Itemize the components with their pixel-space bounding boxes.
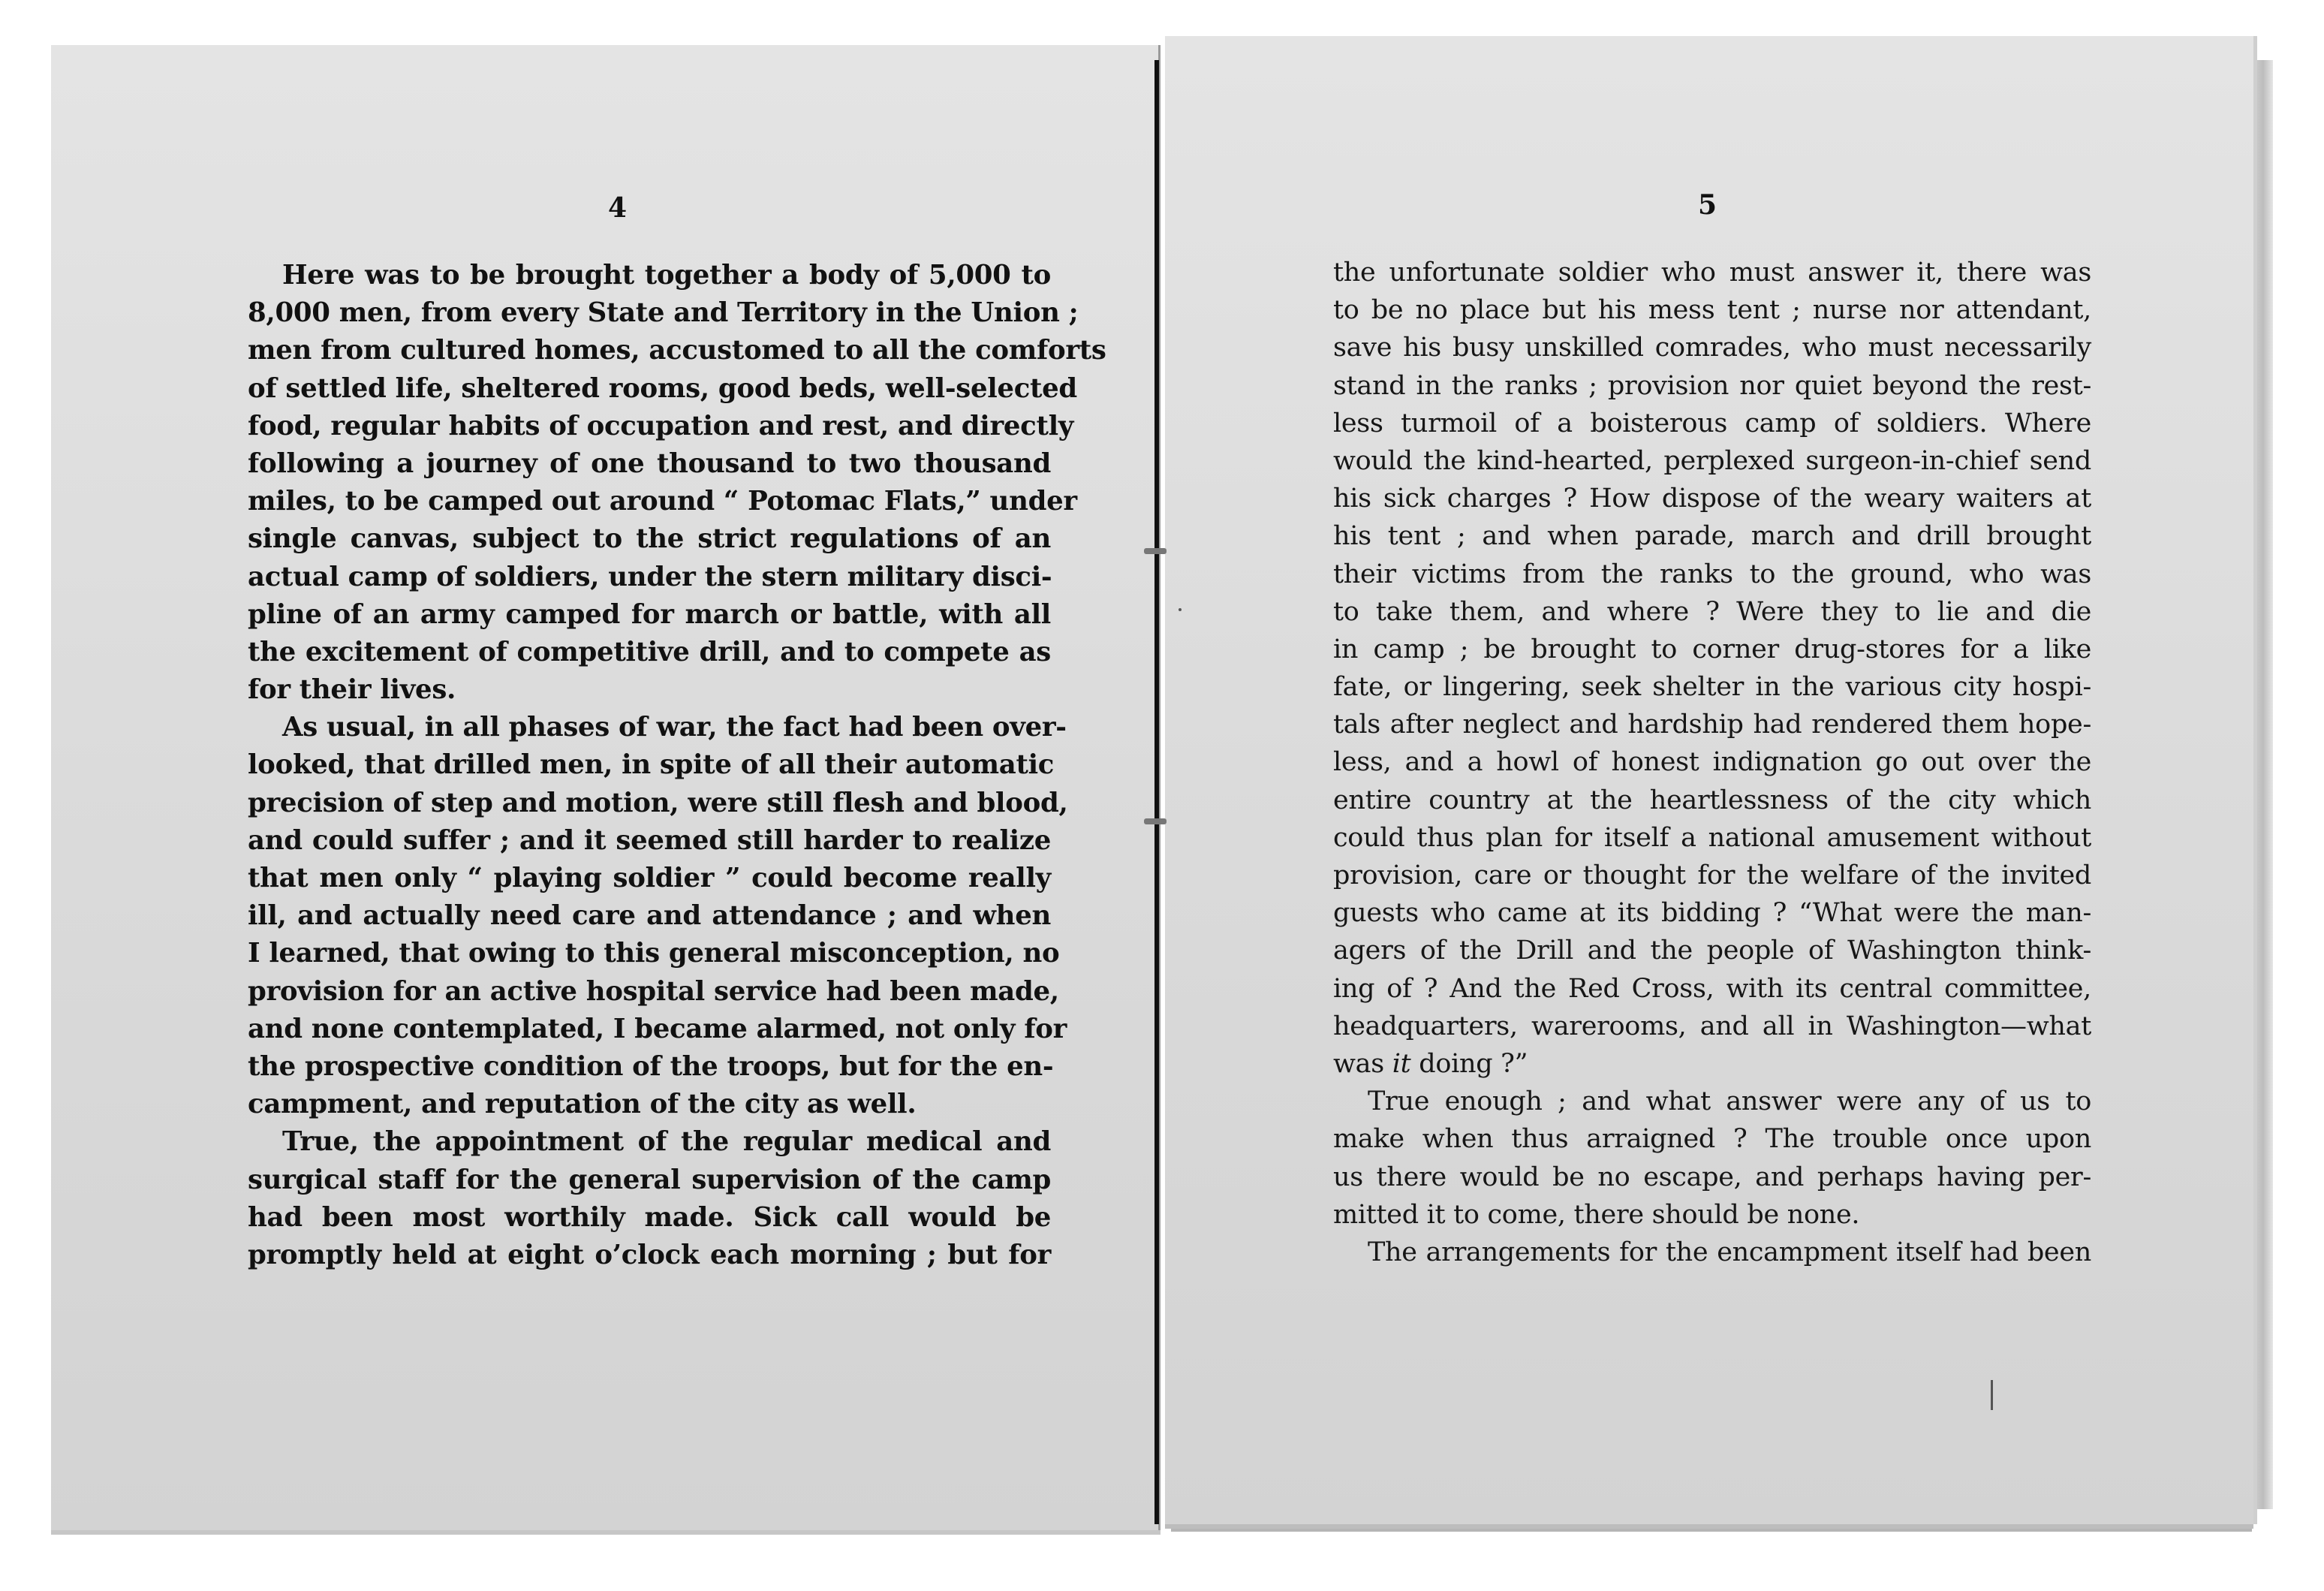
text-line: As usual, in all phases of war, the fact had been over-	[282, 712, 1067, 743]
text-line: had been most worthily made. Sick call would be	[248, 1201, 1051, 1233]
text-line: and could suffer ; and it seemed still harder to realize	[248, 824, 1051, 856]
text-line: stand in the ranks ; provision nor quiet beyond the rest-	[1333, 370, 2091, 401]
text-line: men from cultured homes, accustomed to all the comforts	[248, 335, 1106, 366]
text-line: promptly held at eight o’clock each morning ; but for	[248, 1239, 1051, 1270]
page-stack-bottom	[1171, 1524, 2252, 1532]
text-line: would the kind-hearted, perplexed surgeon-in-chief send	[1333, 445, 2091, 476]
text-line: looked, that drilled men, in spite of all their automatic	[248, 749, 1055, 781]
text-line: less turmoil of a boisterous camp of soldiers. Where	[1333, 408, 2091, 438]
text-line	[1333, 1045, 2091, 1083]
page-stack-edge	[2253, 60, 2273, 1509]
text-line: 8,000 men, from every State and Territory in the Union ;	[248, 297, 1079, 329]
text-line: headquarters, warerooms, and all in Washington—what	[1333, 1011, 2091, 1041]
text-line: for their lives.	[248, 674, 456, 706]
right-page-text	[1333, 254, 2091, 1271]
page-number-right: 5	[1698, 189, 1717, 221]
text-line: surgical staff for the general supervision of the camp	[248, 1164, 1051, 1195]
paper-speck	[1179, 608, 1182, 611]
text-line: single canvas, subject to the strict regulations of an	[248, 523, 1051, 555]
paper-speck	[1991, 1380, 1993, 1410]
page-number-left: 4	[608, 192, 628, 224]
text-line: Here was to be brought together a body of 5,000 to	[282, 260, 1051, 291]
text-line: to be no place but his mess tent ; nurse nor attendant,	[1333, 295, 2091, 326]
text-line: True enough ; and what answer were any of us to	[1368, 1086, 2091, 1117]
text-line: make when thus arraigned ? The trouble once upon	[1333, 1124, 2091, 1155]
text-line: ing of ? And the Red Cross, with its central committee,	[1333, 973, 2091, 1004]
text-line: the prospective condition of the troops, but for the en-	[248, 1050, 1054, 1082]
text-fragment: doing ?”	[1410, 1048, 1528, 1079]
text-line: tals after neglect and hardship had rendered them hope-	[1333, 710, 2091, 740]
text-line: actual camp of soldiers, under the stern military disci-	[248, 561, 1052, 592]
staple	[1144, 548, 1167, 554]
text-line: mitted it to come, there should be none.	[1333, 1199, 1860, 1230]
text-line: agers of the Drill and the people of Washington think-	[1333, 936, 2091, 966]
text-line: precision of step and motion, were still flesh and blood,	[248, 787, 1068, 818]
text-line: True, the appointment of the regular medical and	[282, 1126, 1051, 1158]
text-line: entire country at the heartlessness of the city which	[1333, 785, 2091, 815]
text-line: ill, and actually need care and attendance ; and when	[248, 900, 1051, 932]
text-line: miles, to be camped out around “ Potomac Flats,” under	[248, 486, 1077, 517]
text-line: guests who came at its bidding ? “What were the man-	[1333, 898, 2091, 929]
book-spine	[1154, 60, 1159, 1524]
text-line: campment, and reputation of the city as well.	[248, 1089, 917, 1120]
text-line: provision, care or thought for the welfare of the invited	[1333, 860, 2091, 890]
left-page-text	[248, 257, 1106, 1274]
text-line: save his busy unskilled comrades, who must necessarily	[1333, 333, 2091, 363]
text-line: in camp ; be brought to corner drug-stores for a like	[1333, 634, 2091, 664]
text-line: that men only “ playing soldier ” could become really	[248, 863, 1051, 893]
text-line: I learned, that owing to this general misconception, no	[248, 938, 1060, 969]
staple	[1144, 818, 1167, 824]
text-line: the unfortunate soldier who must answer it, there was	[1333, 258, 2091, 288]
text-line: their victims from the ranks to the ground, who was	[1333, 559, 2091, 589]
text-line: of settled life, sheltered rooms, good beds, well-selected	[248, 372, 1077, 404]
text-line: his sick charges ? How dispose of the weary waiters at	[1333, 484, 2091, 514]
text-line: following a journey of one thousand to two thousand	[248, 447, 1051, 479]
text-line: pline of an army camped for march or battle, with all	[248, 598, 1051, 630]
right-page	[1165, 36, 2253, 1524]
text-line: The arrangements for the encampment itself had been	[1368, 1237, 2091, 1267]
text-line: provision for an active hospital service had been made,	[248, 975, 1059, 1007]
italic-word: it	[1392, 1048, 1411, 1079]
text-line: his tent ; and when parade, march and drill brought	[1333, 521, 2091, 552]
text-line: us there would be no escape, and perhaps having per-	[1333, 1162, 2091, 1192]
text-line: less, and a howl of honest indignation go out over the	[1333, 747, 2091, 778]
text-fragment: was	[1333, 1048, 1392, 1079]
text-line: the excitement of competitive drill, and to compete as	[248, 636, 1051, 667]
text-line: food, regular habits of occupation and rest, and directly	[248, 410, 1074, 441]
text-line: fate, or lingering, seek shelter in the various city hospi-	[1333, 672, 2091, 703]
text-line: to take them, and where ? Were they to lie and die	[1333, 596, 2091, 627]
text-line: could thus plan for itself a national amusement without	[1333, 822, 2091, 853]
text-line: and none contemplated, I became alarmed, not only for	[248, 1013, 1067, 1044]
left-page	[51, 45, 1160, 1530]
